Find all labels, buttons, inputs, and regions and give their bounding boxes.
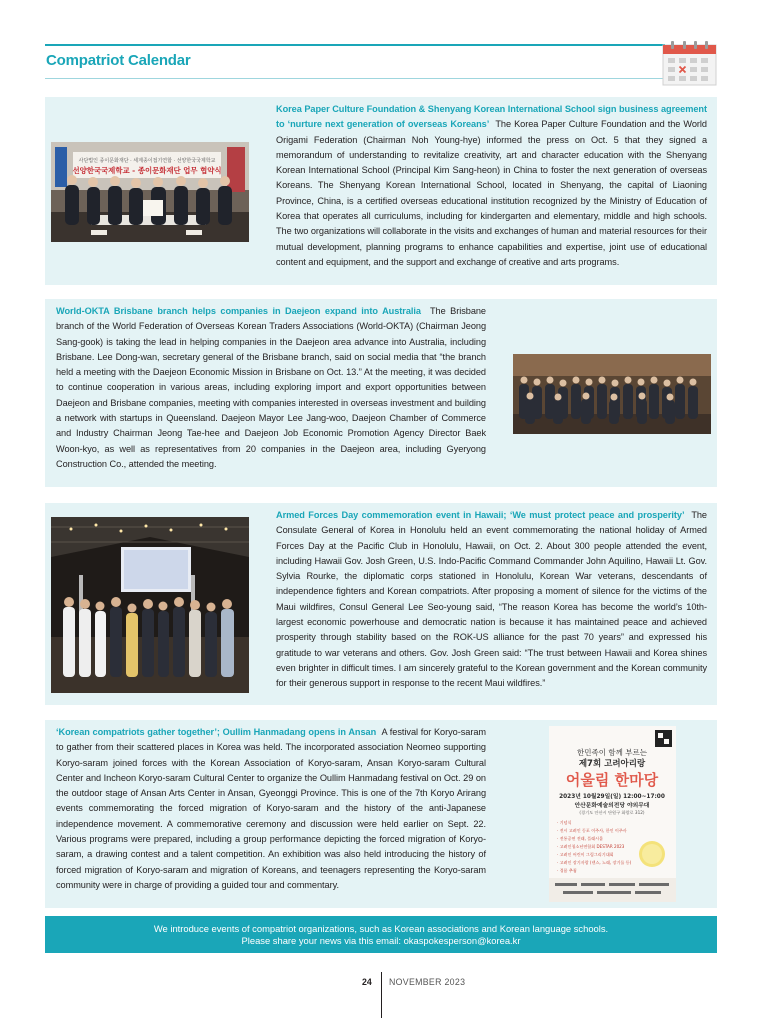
page-number: 24 [362,977,372,987]
article-photo-signing [51,142,249,242]
poster-item: · 전시 고려인 동포 이주사, 한인 이주사 [557,828,627,833]
article-headline: Armed Forces Day commemoration event in Hawaii; ‘We must protect peace and prosperity’ [276,510,685,520]
page-footer-divider [381,972,382,1018]
article-hawaii-armed-forces [45,503,717,705]
article-paper-culture [45,97,717,285]
article-body: The Korea Paper Culture Foundation and the World Origami Federation (Chairman Noh Young-hye) informed the press on Oct. 5 that they signed a memorandum of understanding to revitalize creativity, art and character education with the Shenyang Korean International School (Principal Kim Sang-heon) in China to foster the next generation of overseas Koreans. The Shenyang Korean International School, located in Shenyang, the capital of Liaoning Province, China, is a certified overseas educational institution recognized by the Ministry of Education of Korea that operates all curriculums, including for kindergarten and elementary, middle and high schools. The two organizations will collaborate in the visits and exchanges of human and material resources for their mutual development, planning programs to enhance capabilities and expertise, joint use of educational content and equipment, and the support and exchange of creative and arts programs. [276,119,707,267]
poster-line5: 안산문화예술의전당 야외무대 [574,803,650,809]
poster-item: · 고려인청소년연합회 DESTAR 2023 [557,844,625,849]
poster-line1: 한민족이 함께 부르는 [577,748,647,757]
article-body: The Brisbane branch of the World Federation of Overseas Korean Traders Associations (World-OKTA) (Chairman Jeong Sang-gook) is taking the lead in helping companies in the Daejeon area advance into Australia, including Brisbane. Lee Dong-wan, secretary general of the Brisbane branch, said on social media that “the branch held a meeting with the Daejeon Economic Mission in Brisbane on Oct. 13.” At the meeting, it was decided to continue cooperation in various areas, including exploring import and export opportunities between Daejeon and Brisbane companies, meeting with companies interested in overseas investment and building a network with startups in Queensland. Daejeon Mayor Lee Jang-woo, Daejeon Chamber of Commerce and Industry Chairman Jeong Tae-hee and Daejeon Job Economic Promotion Agency Director Baek Woon-kyo, as well as representatives from 20 companies in the Daejeon area, including Gyeryong Construction Co., attended the meeting. [56,306,486,469]
poster-item: · 고려인 장기자랑 (댄스, 노래, 장기를 등) [557,860,632,865]
poster-line3: 어울림 한마당 [565,771,659,789]
notice-line-2: Please share your news via this email: okaspokesperson@korea.kr [241,934,521,946]
header-bottom-rule [45,78,665,79]
article-headline: ‘Korean compatriots gather together’; Oullim Hanmadang opens in Ansan [56,727,377,737]
poster-item: · 기념식 [557,820,572,825]
article-body: A festival for Koryo-saram to gather from their scattered places in Korea was held. The incorporated association Neomeo supporting Koryo-saram joined forces with the Korean Association of Koryo-saram, Ansan Koryo-saram Cultural Center and Incheon Koryo-saram Cultural Center to organize the Oullim Hanmadang festival on Oct. 29 on the outdoor stage of Ansan Arts Center in Ansan, Gyeonggi Province. This is one of the 7th Koryo Arirang events commemorating the forced migration of Koryo-saram and the history of the anti-Japanese independence movement. A commemorative ceremony and discussion were held earlier on Sept. 22. Various programs were prepared, including a group performance depicting the forced migration of Koryo-saram, a drawing contest and a talent competition. An exhibition was also held introducing the history of forced migration of Koryo-saram and migration of Koreans, and teenagers representing the Koryo-saram community were in charge of providing a guided tour and commentary. [56,727,486,890]
poster-line4: 2023년 10월29일(일) 12:00~17:00 [559,794,665,800]
page-title: Compatriot Calendar [46,52,191,69]
poster-line2: 제7회 고려아리랑 [578,759,646,769]
issue-date: NOVEMBER 2023 [389,977,466,987]
header-top-rule [45,44,665,46]
poster-item: · 고려인 어린이 그림그리기대회 [557,852,614,857]
article-text [276,102,707,270]
article-text [56,304,486,472]
calendar-icon [662,40,717,86]
poster-item: · 전통공연 전래, 플래시몹 [557,836,604,841]
notice-line-1: We introduce events of compatriot organizations, such as Korean associations and Korean language schools. [153,923,609,934]
article-text [276,508,707,692]
festival-poster [549,726,676,902]
article-photo-group [513,354,711,434]
poster-item: · 경품 추첨 [557,868,577,873]
photo-banner-text: 선양한국국제학교 - 종이문화재단 업무 협약식 [72,166,222,175]
poster-line6: (경기도 안산시 단원구 화랑로 312) [579,810,645,815]
article-headline: World-OKTA Brisbane branch helps companies in Daejeon expand into Australia [56,306,421,316]
article-photo-event [51,517,249,693]
article-body: The Consulate General of Korea in Honolulu held an event commemorating the national holiday of Armed Forces Day at the Pacific Club in Honolulu, Hawaii, on Oct. 2. About 300 people attended the event, including Hawaii Gov. Josh Green, U.S. Indo-Pacific Command Commander John Aquilino, Hawaii Lt. Gov. Sylvia Rourke, the diplomatic corps stationed in Honolulu, Korean War veterans, descendants of independence fighters and Korean compatriots. After proposing a moment of silence for the victims of the Maui wildfires, Consul General Lee Seo-young said, “The reason Korea has become the world’s 10th-largest economic powerhouse and democratic nation is because it has maintained peace and achieved prosperity through stability based on the ROK-US alliance for the past 70 years” and expressed his gratitude to war veterans and others. Gov. Josh Green said: “The trust between Hawaii and Korea shines even brighter in difficult times. I am sincerely grateful to the Korean government and the Korean community for their generous support in response to the recent Maui wildfires.” [276,510,707,689]
article-headline: Korea Paper Culture Foundation & Shenyang Korean International School sign business agreement to ‘nurture next generation of overseas Koreans’ [276,104,707,130]
svg-text:사단법인 종이문화재단 · 세계종이접기연합 · 선양한국국: 사단법인 종이문화재단 · 세계종이접기연합 · 선양한국국제학교 [78,158,216,164]
article-okta-brisbane [45,299,717,487]
article-text [56,725,486,893]
article-oullim-hanmadang [45,720,717,908]
submission-notice-band [45,916,717,953]
